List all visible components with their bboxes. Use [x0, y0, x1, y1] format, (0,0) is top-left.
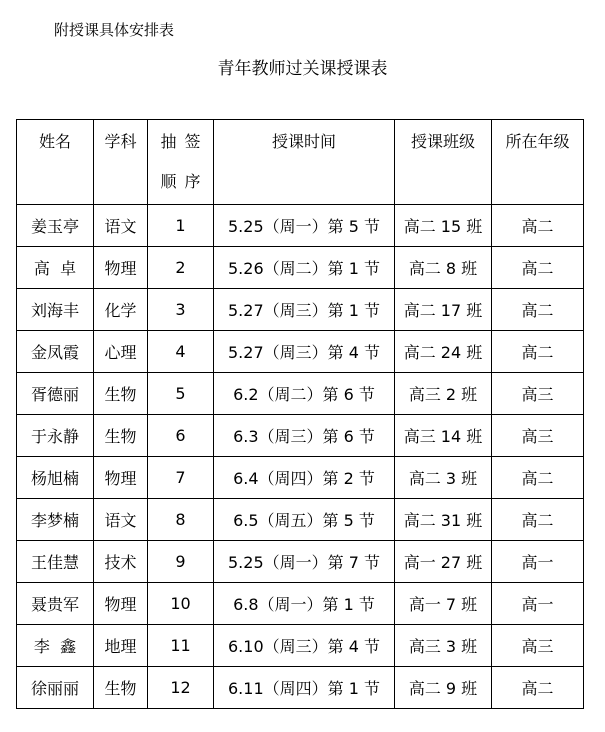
cell-grade: 高二 [492, 289, 584, 331]
cell-subject: 生物 [94, 667, 148, 709]
cell-name: 王佳慧 [17, 541, 94, 583]
cell-name: 高 卓 [17, 247, 94, 289]
page-title: 青年教师过关课授课表 [217, 59, 388, 79]
cell-subject: 化学 [94, 289, 148, 331]
cell-draw-order: 3 [148, 289, 214, 331]
cell-name: 杨旭楠 [17, 457, 94, 499]
table-row [17, 583, 584, 625]
cell-time: 5.27（周三）第 4 节 [214, 331, 395, 373]
table-row [17, 457, 584, 499]
cell-time: 6.4（周四）第 2 节 [214, 457, 395, 499]
cell-time: 6.2（周二）第 6 节 [214, 373, 395, 415]
cell-time: 5.25（周一）第 5 节 [214, 205, 395, 247]
cell-class: 高三 3 班 [395, 625, 492, 667]
cell-name: 胥德丽 [17, 373, 94, 415]
cell-name: 金凤霞 [17, 331, 94, 373]
cell-subject: 技术 [94, 541, 148, 583]
cell-draw-order: 9 [148, 541, 214, 583]
table-row [17, 499, 584, 541]
cell-subject: 物理 [94, 247, 148, 289]
cell-draw-order: 2 [148, 247, 214, 289]
cell-name: 李 鑫 [17, 625, 94, 667]
cell-class: 高二 31 班 [395, 499, 492, 541]
cell-class: 高二 15 班 [395, 205, 492, 247]
cell-draw-order: 6 [148, 415, 214, 457]
cell-class: 高三 2 班 [395, 373, 492, 415]
cell-time: 6.11（周四）第 1 节 [214, 667, 395, 709]
cell-draw-order: 10 [148, 583, 214, 625]
table-row [17, 373, 584, 415]
cell-draw-order: 8 [148, 499, 214, 541]
cell-class: 高二 9 班 [395, 667, 492, 709]
cell-subject: 语文 [94, 205, 148, 247]
cell-grade: 高三 [492, 373, 584, 415]
cell-draw-order: 12 [148, 667, 214, 709]
schedule-table [16, 119, 584, 709]
cell-time: 6.8（周一）第 1 节 [214, 583, 395, 625]
cell-grade: 高一 [492, 583, 584, 625]
header-row [17, 120, 584, 205]
cell-draw-order: 11 [148, 625, 214, 667]
cell-subject: 地理 [94, 625, 148, 667]
cell-class: 高二 24 班 [395, 331, 492, 373]
header-subject: 学科 [94, 120, 148, 205]
cell-draw-order: 7 [148, 457, 214, 499]
table-row [17, 205, 584, 247]
cell-time: 6.5（周五）第 5 节 [214, 499, 395, 541]
cell-time: 6.10（周三）第 4 节 [214, 625, 395, 667]
cell-name: 李梦楠 [17, 499, 94, 541]
cell-class: 高二 17 班 [395, 289, 492, 331]
cell-name: 刘海丰 [17, 289, 94, 331]
cell-grade: 高三 [492, 625, 584, 667]
header-draw-order [148, 120, 214, 205]
table-row [17, 625, 584, 667]
cell-time: 5.27（周三）第 1 节 [214, 289, 395, 331]
cell-draw-order: 4 [148, 331, 214, 373]
cell-subject: 语文 [94, 499, 148, 541]
header-name: 姓名 [17, 120, 94, 205]
cell-grade: 高二 [492, 667, 584, 709]
cell-name: 徐丽丽 [17, 667, 94, 709]
cell-grade: 高二 [492, 457, 584, 499]
cell-subject: 物理 [94, 457, 148, 499]
cell-name: 姜玉亭 [17, 205, 94, 247]
cell-subject: 物理 [94, 583, 148, 625]
cell-draw-order: 1 [148, 205, 214, 247]
table-row [17, 289, 584, 331]
cell-class: 高一 27 班 [395, 541, 492, 583]
cell-grade: 高一 [492, 541, 584, 583]
table-row [17, 247, 584, 289]
cell-grade: 高二 [492, 331, 584, 373]
cell-name: 聂贵军 [17, 583, 94, 625]
table-row [17, 541, 584, 583]
cell-time: 6.3（周三）第 6 节 [214, 415, 395, 457]
attachment-note: 附授课具体安排表 [54, 21, 175, 39]
cell-class: 高三 14 班 [395, 415, 492, 457]
cell-time: 5.26（周二）第 1 节 [214, 247, 395, 289]
table-row [17, 331, 584, 373]
cell-subject: 生物 [94, 415, 148, 457]
cell-subject: 生物 [94, 373, 148, 415]
header-time: 授课时间 [214, 120, 395, 205]
header-draw-order-line1: 抽签 [160, 132, 209, 151]
header-draw-order-line2: 顺序 [160, 172, 209, 191]
header-class: 授课班级 [395, 120, 492, 205]
cell-class: 高二 8 班 [395, 247, 492, 289]
cell-grade: 高三 [492, 415, 584, 457]
cell-class: 高二 3 班 [395, 457, 492, 499]
header-grade: 所在年级 [492, 120, 584, 205]
table-row [17, 667, 584, 709]
cell-grade: 高二 [492, 247, 584, 289]
cell-time: 5.25（周一）第 7 节 [214, 541, 395, 583]
schedule-body [17, 205, 584, 709]
cell-subject: 心理 [94, 331, 148, 373]
table-row [17, 415, 584, 457]
cell-name: 于永静 [17, 415, 94, 457]
cell-class: 高一 7 班 [395, 583, 492, 625]
cell-grade: 高二 [492, 205, 584, 247]
cell-draw-order: 5 [148, 373, 214, 415]
cell-grade: 高二 [492, 499, 584, 541]
